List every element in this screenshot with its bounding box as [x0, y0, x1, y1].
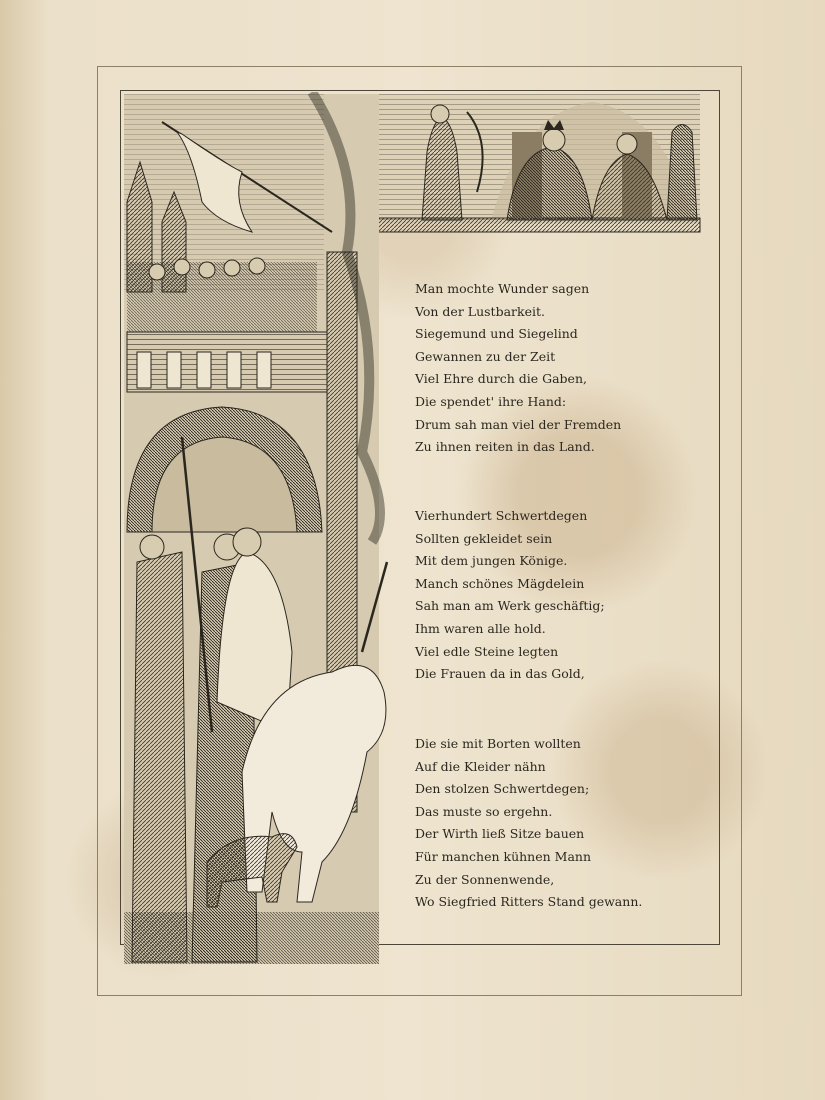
poem-line: Mit dem jungen Könige. — [415, 553, 568, 569]
poem-line: Von der Lustbarkeit. — [415, 303, 545, 319]
throne-scene-panel — [368, 94, 700, 232]
poem-line: Ihm waren alle hold. — [415, 620, 546, 636]
poem-line: Sah man am Werk geschäftig; — [415, 598, 605, 614]
poem-line: Drum sah man viel der Fremden — [415, 416, 622, 432]
poem-line: Für manchen kühnen Mann — [415, 848, 592, 864]
poem-text — [415, 278, 705, 910]
poem-line: Gewannen zu der Zeit — [415, 348, 556, 364]
poem-line: Vierhundert Schwertdegen — [415, 508, 588, 523]
stanza-1 — [415, 278, 705, 459]
poem-line: Den stolzen Schwertdegen; — [415, 781, 590, 797]
stanza-3 — [415, 733, 642, 914]
poem-line: Der Wirth ließ Sitze bauen — [415, 826, 585, 842]
poem-line: Man mochte Wunder sagen — [415, 281, 590, 296]
stanza-2 — [415, 505, 605, 686]
poem-line: Zu der Sonnenwende, — [415, 871, 555, 887]
poem-line: Die sie mit Borten wollten — [415, 736, 581, 751]
poem-line: Die Frauen da in das Gold, — [415, 666, 585, 682]
procession-scene — [124, 92, 387, 964]
poem-line: Die spendet' ihre Hand: — [415, 393, 567, 409]
poem-line: Zu ihnen reiten in das Land. — [415, 439, 595, 455]
poem-line: Auf die Kleider nähn — [415, 758, 546, 774]
poem-line: Wo Siegfried Ritters Stand gewann. — [415, 894, 643, 910]
poem-line: Siegemund und Siegelind — [415, 326, 578, 342]
poem-line: Viel Ehre durch die Gaben, — [415, 371, 587, 387]
poem-line: Sollten gekleidet sein — [415, 530, 553, 546]
poem-line: Das muste so ergehn. — [415, 803, 553, 819]
poem-line: Viel edle Steine legten — [415, 643, 559, 659]
poem-line: Manch schönes Mägdelein — [415, 575, 585, 591]
